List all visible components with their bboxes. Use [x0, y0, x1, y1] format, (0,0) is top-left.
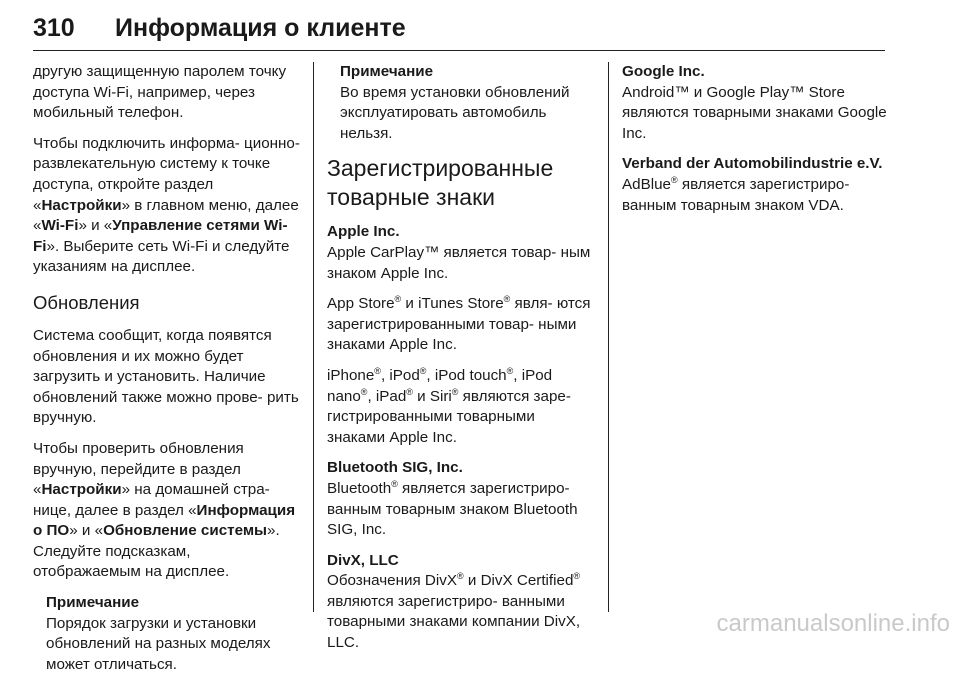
paragraph: Bluetooth® является зарегистриро- ванным товарным знаком Bluetooth SIG, Inc.	[327, 478, 578, 539]
page-title: Информация о клиенте	[115, 14, 406, 42]
paragraph: Система сообщит, когда появятся обновления и их можно будет загрузить и установить. Наличие обновлений также можно прове- рить вручную.	[33, 326, 299, 427]
paragraph: Чтобы подключить информа- ционно-развлекательную систему к точке доступа, откройте раздел «Настройки» в главном меню, далее «Wi-Fi» и «Управление сетями Wi-Fi». Выберите сеть Wi-Fi и следуйте указаниям на дисплее.	[33, 134, 300, 276]
note-block	[340, 62, 595, 144]
page-header	[33, 14, 885, 52]
note-title: Примечание	[340, 63, 434, 80]
section-heading-updates: Обновления	[33, 291, 140, 313]
paragraph: App Store® и iTunes Store® явля- ются зарегистрированными товар- ными знаками Apple Inc.	[327, 294, 591, 354]
brand-title-vda: Verband der Automobilindustrie e.V.	[622, 155, 883, 173]
note-title: Примечание	[46, 594, 140, 612]
header-rule	[33, 50, 885, 51]
column-divider	[608, 62, 609, 612]
column-left	[33, 62, 301, 675]
column-middle	[327, 62, 595, 664]
brand-title-divx: DivX, LLC	[327, 551, 399, 569]
note-text: Во время установки обновлений эксплуатировать автомобиль нельзя.	[340, 83, 570, 142]
brand-title-apple: Apple Inc.	[327, 223, 400, 241]
paragraph: iPhone®, iPod®, iPod touch®, iPod nano®, iPad® и Siri® являются заре- гистрированными товарными знаками Apple Inc.	[327, 365, 571, 446]
note-text: Порядок загрузки и установки обновлений на разных моделях может отличаться.	[46, 614, 271, 673]
paragraph: Apple CarPlay™ является товар- ным знаком Apple Inc.	[327, 243, 591, 282]
paragraph: Чтобы проверить обновления вручную, перейдите в раздел «Настройки» на домашней стра- нице, далее в раздел «Информация о ПО» и «Обновление системы». Следуйте подсказкам, отображаемым на дисплее.	[33, 439, 296, 581]
note-block	[46, 593, 301, 675]
column-right	[622, 62, 890, 226]
section-heading-trademarks: Зарегистрированные товарные знаки	[327, 155, 554, 211]
paragraph: Android™ и Google Play™ Store являются товарными знаками Google Inc.	[622, 83, 887, 142]
paragraph: другую защищенную паролем точку доступа Wi-Fi, например, через мобильный телефон.	[33, 63, 287, 122]
paragraph: Обозначения DivX® и DivX Certified® являются зарегистриро- ванными товарными знаками компании DivX, LLC.	[327, 571, 581, 652]
watermark: carmanualsonline.info	[716, 610, 950, 637]
brand-title-bluetooth: Bluetooth SIG, Inc.	[327, 459, 463, 477]
column-divider	[313, 62, 314, 612]
page-number: 310	[33, 14, 75, 42]
paragraph: AdBlue® является зарегистриро- ванным товарным знаком VDA.	[622, 174, 850, 214]
brand-title-google: Google Inc.	[622, 63, 705, 80]
